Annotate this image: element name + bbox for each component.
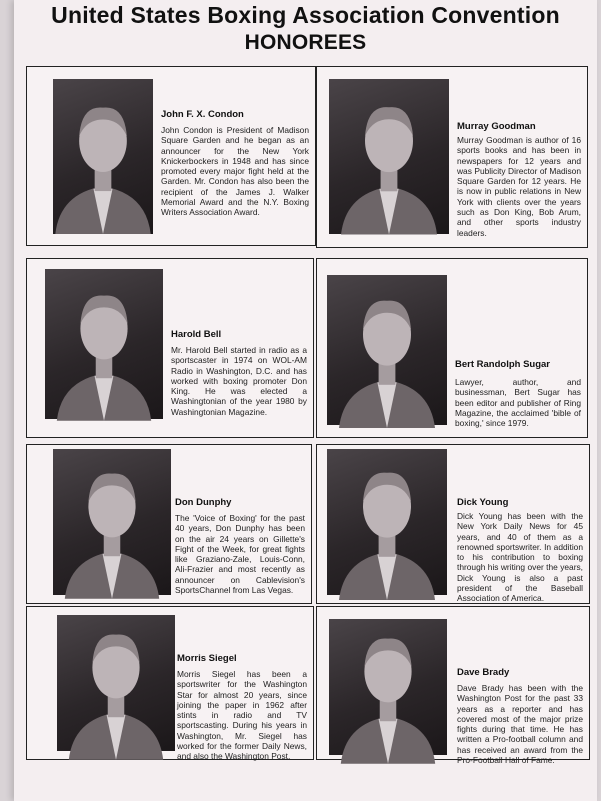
- honoree-card-bell: [26, 258, 314, 438]
- honoree-name: Dick Young: [457, 497, 509, 508]
- portrait-photo: [45, 269, 163, 419]
- honoree-bio: Lawyer, author, and businessman, Bert Sugar has been editor and publisher of Ring Magazine, the acclaimed 'bible of boxing,' since 1979.: [455, 377, 581, 429]
- portrait-silhouette: [53, 449, 171, 595]
- honoree-bio: Morris Siegel has been a sportswriter for the Washington Star for almost 20 years, since joining the paper in 1962 after stints in radio and TV sportscasting. During his years in Washington, Mr. Siegel has worked for the former Daily News, and also the Washington Post.: [177, 669, 307, 762]
- portrait-silhouette: [45, 269, 163, 419]
- portrait-silhouette: [57, 615, 175, 751]
- portrait-photo: [329, 79, 449, 234]
- honoree-bio: John Condon is President of Madison Square Garden and he began as an announcer for the New York Knickerbockers in 1948 and has since promoted every major fight held at the Garden. Mr. Condon has also been the recipient of the James J. Walker Memorial Award and the N.Y. Boxing Writers Association Award.: [161, 125, 309, 218]
- honoree-bio: Murray Goodman is author of 16 sports books and has been in newspapers for 12 years and was Publicity Director of Madison Square Garden for 12 years. He is now in public relations in New York with clients over the years such as Don King, Bob Arum, and other sports industry leaders.: [457, 135, 581, 238]
- honoree-card-brady: [316, 606, 590, 766]
- honoree-card-condon: [26, 66, 316, 246]
- portrait-silhouette: [327, 275, 447, 425]
- portrait-photo: [53, 79, 153, 234]
- honoree-card-siegel: [26, 606, 314, 760]
- honoree-name: Bert Randolph Sugar: [455, 359, 551, 370]
- portrait-silhouette: [327, 449, 447, 595]
- portrait-silhouette: [329, 79, 449, 234]
- portrait-silhouette: [329, 619, 447, 755]
- honoree-bio: Dave Brady has been with the Washington Post for the past 33 years as a reporter and has covered most of the major prize fights during that time. He has written a Pro-football column and has received an award from the Pro-Football Hall of Fame.: [457, 683, 583, 766]
- honoree-bio: Mr. Harold Bell started in radio as a sportscaster in 1974 on WOL-AM Radio in Washington, D.C. and has worked with boxing promoter Don King. He was elected a Washingtonian of the year 1980 by Washingtonian Magazine.: [171, 345, 307, 417]
- honoree-name: Harold Bell: [171, 329, 222, 340]
- portrait-photo: [329, 619, 447, 755]
- honoree-name: Dave Brady: [457, 667, 510, 678]
- honoree-name: Murray Goodman: [457, 121, 536, 132]
- honoree-card-goodman: [316, 66, 588, 248]
- page-title: United States Boxing Association Convention: [51, 2, 560, 28]
- portrait-photo: [57, 615, 175, 751]
- portrait-photo: [327, 449, 447, 595]
- portrait-photo: [53, 449, 171, 595]
- honoree-name: John F. X. Condon: [161, 109, 244, 120]
- portrait-photo: [327, 275, 447, 425]
- honoree-bio: The 'Voice of Boxing' for the past 40 years, Don Dunphy has been on the air 24 years on Gillette's Fight of the Week, for great fights like Graziano-Zale, Louis-Conn, Ali-Frazier and most recently as announcer on Cablevision's SportsChannel from Las Vegas.: [175, 513, 305, 596]
- honoree-card-dunphy: [26, 444, 312, 604]
- page-subtitle: HONOREES: [244, 31, 367, 54]
- honoree-name: Morris Siegel: [177, 653, 237, 664]
- honoree-name: Don Dunphy: [175, 497, 232, 508]
- program-sheet: [14, 0, 597, 801]
- honoree-bio: Dick Young has been with the New York Daily News for 45 years, and 40 of them as a renowned sportswriter. In addition to his contribution to boxing through his writing over the years, Dick Young is also a past president of the Baseball Association of America.: [457, 511, 583, 604]
- portrait-silhouette: [53, 79, 153, 234]
- honoree-card-sugar: [316, 258, 588, 438]
- honoree-card-young: [316, 444, 590, 604]
